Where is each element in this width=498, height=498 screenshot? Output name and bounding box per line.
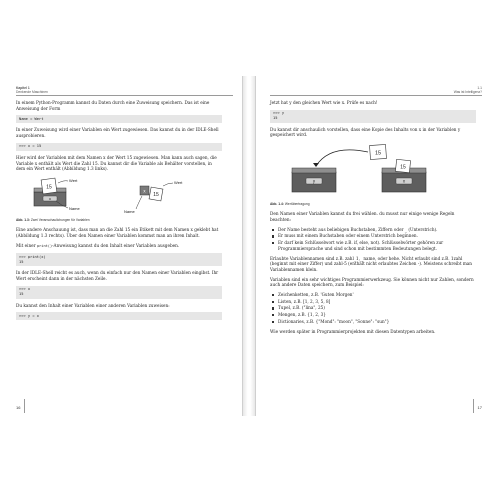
label-name-right: Name bbox=[124, 208, 135, 214]
rules-list bbox=[270, 227, 476, 252]
paragraph: Variablen sind ein sehr wichtiges Programmierwerkzeug. Sie können nicht nur Zahlen, sondern auch andere Daten speichern, zum Beispiel: bbox=[270, 276, 474, 288]
types-list bbox=[270, 292, 476, 325]
label-wert-right: Wert bbox=[174, 179, 183, 185]
paragraph: Erlaubte Variablennamen sind z.B. zahl_1, _name, oder hehe. Nicht erlaubt sind z.B. 1zahl (beginnt mit einer Ziffer) und zahl-5 (enthält nicht erlaubtes Zeichen -). Meistens schreibt man Variablennamen klein. bbox=[270, 255, 473, 272]
paragraph: In einem Python-Programm kannst du Daten durch eine Zuweisung speichern. Das ist eine Anweisung der Form bbox=[16, 100, 210, 111]
list-item: Tupel, z.B. ("lina", 25) bbox=[278, 305, 476, 311]
caption-text: Wertübertragung bbox=[284, 202, 310, 207]
box-x bbox=[382, 159, 426, 192]
right-page-number: 17 bbox=[477, 405, 482, 410]
card-value-x: 15 bbox=[400, 164, 406, 171]
gutter bbox=[243, 76, 255, 416]
right-section-title: Was ist Intelligenz? bbox=[453, 90, 482, 94]
paragraph: In der IDLE-Shell reicht es auch, wenn du einfach nur den Namen einer Variablen eingibst. Ihr Wert erscheint dann in der nächsten Zeile. bbox=[16, 270, 219, 281]
left-page bbox=[7, 76, 243, 416]
arrow-head bbox=[313, 163, 319, 167]
code-block: >>> print(x) 15 bbox=[16, 253, 222, 266]
code-block: >>> x 15 bbox=[16, 286, 222, 299]
right-head-rule bbox=[270, 95, 482, 96]
list-item: Listen, z.B. [1, 2, 3, 5, 8] bbox=[278, 299, 476, 305]
paragraph: Jetzt hat y den gleichen Wert wie x. Prüfe es nach! bbox=[270, 100, 378, 105]
left-chapter-title: Denkende Maschinen bbox=[16, 90, 48, 94]
code-block: >>> y = x bbox=[16, 312, 222, 320]
text-span: -Anweisung kannst du den Inhalt einer Variablen ausgeben. bbox=[52, 242, 180, 248]
text-span: Mit einer bbox=[16, 242, 36, 248]
left-body bbox=[16, 100, 222, 324]
list-item: Der Name besteht aus beliebigen Buchstaben, Ziffern oder _ (Unterstrich). bbox=[278, 227, 476, 233]
label-name-left: Name bbox=[69, 205, 80, 211]
left-page-number: 16 bbox=[16, 405, 21, 410]
right-section-number: 1.1 bbox=[477, 86, 482, 90]
caption-label: Abb. 1.3: bbox=[16, 217, 30, 222]
label-wert-left: Wert bbox=[69, 177, 78, 183]
box-var-x: x bbox=[402, 178, 406, 184]
figure-caption bbox=[16, 218, 222, 222]
list-item: Er muss mit einem Buchstaben oder einem Unterstrich beginnen. bbox=[278, 233, 476, 239]
paragraph: Du kannst dir anschaulich vorstellen, dass eine Kopie des Inhalts von x in der Variablen y gespeichert wird. bbox=[270, 126, 461, 138]
right-running-head bbox=[454, 86, 482, 94]
list-item: Mengen, z.B. {1, 2, 3} bbox=[278, 312, 476, 318]
copied-card bbox=[370, 145, 387, 160]
code-block: >>> y 15 bbox=[270, 110, 476, 123]
box-var-y: y bbox=[312, 178, 316, 184]
right-folio-rule bbox=[473, 399, 474, 413]
paragraph: Den Namen einer Variablen kannst du frei wählen. du musst nur einige wenige Regeln beachten: bbox=[270, 211, 455, 223]
label-illustration bbox=[124, 180, 183, 214]
paragraph: Wie werden später in Programmierprojekten mit diesen Datentypen arbeiten. bbox=[270, 328, 436, 334]
paragraph: Du kannst den Inhalt einer Variablen einer anderen Variablen zuweisen: bbox=[16, 302, 170, 308]
paragraph: In einer Zuweisung wird einer Variablen ein Wert zugewiesen. Das kannst du in der IDLE-Shell ausprobieren. bbox=[16, 127, 219, 139]
figure-var-right: x bbox=[143, 188, 146, 194]
code-block: >>> x = 15 bbox=[16, 143, 222, 151]
inline-code: print() bbox=[36, 243, 53, 248]
paragraph bbox=[16, 243, 222, 250]
figure-caption bbox=[270, 202, 476, 206]
copy-arrow bbox=[316, 150, 368, 166]
paragraph: Eine andere Anschauung ist, dass man an die Zahl 15 ein Etikett mit dem Namen x geklebt hat (Abbildung 1.3 rechts). Über den Namen einer Variablen kommst man an ihren Inhalt. bbox=[16, 227, 219, 238]
caption-text: Zwei Veranschaulichungen für Variablen bbox=[30, 217, 90, 222]
paragraph: Hier wird der Variablen mit dem Namen x der Wert 15 zugewiesen. Man kann auch sagen, die Variable x enthält als Wert die Zahl 15. Du kannst dir die Variable als Behälter vorstellen, in dem ein Wert enthält (Abbildung 1.3 links). bbox=[16, 154, 217, 172]
list-item: Er darf kein Schlüsselwort wie z.B. if, else, not). Schlüsselwörter gehören zur Programmiersprache und sind schon mit bestimmten Bedeutungen belegt. bbox=[278, 240, 476, 251]
figure-var-left: x bbox=[48, 195, 52, 201]
copy-figure bbox=[270, 142, 476, 200]
list-item: Zeichenketten, z.B. 'Guten Morgen' bbox=[278, 292, 476, 298]
left-chapter-label: Kapitel 1 bbox=[16, 86, 30, 90]
list-item: Dictionaries, z.B. {"Mond": "moon", "Sonne": "sun"} bbox=[278, 319, 476, 325]
container-illustration bbox=[34, 178, 80, 211]
box-y bbox=[292, 168, 336, 192]
left-head-rule bbox=[16, 95, 233, 96]
figure-value-left: 15 bbox=[46, 184, 52, 191]
figure-value-right: 15 bbox=[153, 191, 159, 198]
card-value-copy: 15 bbox=[374, 150, 382, 157]
right-page bbox=[255, 76, 491, 416]
code-block: Name = Wert bbox=[16, 115, 222, 123]
caption-label: Abb. 1.4: bbox=[270, 202, 284, 207]
right-body bbox=[270, 100, 476, 338]
left-running-head bbox=[16, 86, 48, 94]
left-folio-rule bbox=[24, 399, 25, 413]
variable-figure bbox=[16, 176, 222, 216]
